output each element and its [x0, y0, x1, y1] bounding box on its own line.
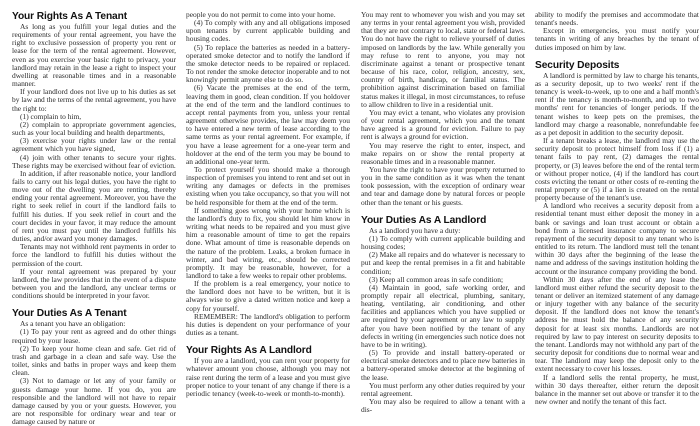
paragraph: As long as you fulfill your legal duties and the requirements of your rental agreement, you have the right to exclusive possession of property you rent or lease for the term of the rental agreement. However, even as you exercise your basic right to privacy, your landlord may retain in the lease a right to inspect your dwelling at reasonable times and in a reasonable manner. — [12, 22, 176, 89]
paragraph: You may evict a tenant, who violates any provision of your rental agreement, which you and the tenant have agreed is a ground for eviction. Failure to pay rent is always a ground for eviction. — [361, 107, 525, 142]
paragraph: (2) To keep your home clean and safe. Get rid of trash and garbage in a clean and safe way. Use the toilet, sinks and baths in proper ways and keep them clean. — [12, 343, 176, 378]
paragraph: (3) Not to damage or let any of your family or guests damage your home. If you do, you are responsible and the landlord will not have to repair damage caused by you or your guests. However, you are not responsible for ordinary wear and tear or damage caused by nature or — [12, 376, 176, 426]
paragraph: Within 30 days after the end of any lease the landlord must either refund the security deposit to the tenant or deliver an itemized statement of any damage or injury together with any balance of the security deposit. If the landlord does not know the tenant's address he must hold the balance of any security deposit for at least six months. Landlords are not required by law to pay interest on security deposits to the tenant. Landlords may not withhold any part of the security deposit for conditions due to normal wear and tear. The landlord may keep the deposit only to the extent necessary to cover his losses. — [535, 274, 699, 374]
paragraph: (5) To replace the batteries as needed in a battery-operated smoke detector and to notify the landlord if the smoke detector needs to be repaired or replaced. To not render the smoke detector inoperable and to not knowingly permit anyone else to do so. — [186, 42, 350, 85]
paragraph: (4) join with other tenants to secure your rights. These rights may be exercised without fear of eviction. — [12, 152, 176, 170]
section-heading: Your Duties As A Tenant — [12, 308, 127, 320]
paragraph: You may also be required to allow a tenant with a dis- — [361, 397, 525, 415]
paragraph: A landlord is permitted by law to charge his tenants, as a security deposit, up to two weeks' rent if the tenancy is week-to-week, up to one and a half month's rent if the tenancy is month-to-month, and up to two months' rent for tenancies of longer periods. If the tenant wishes to keep pets on the premises, the landlord may charge a reasonable, nonrefundable fee as a pet deposit in addition to the security deposit. — [535, 70, 699, 137]
paragraph: If your rental agreement was prepared by your landlord, the law provides that in the event of a dispute between you and the landlord, any unclear terms or conditions should be interpreted in your favor. — [12, 266, 176, 301]
paragraph: You may reserve the right to enter, inspect, and make repairs on or show the rental property at reasonable times and in a reasonable manner. — [361, 140, 525, 166]
paragraph: (2) Make all repairs and do whatever is necessary to put and keep the rental premises in a fit and habitable condition; — [361, 250, 525, 276]
paragraph: ability to modify the premises and accommodate that tenant's needs. — [535, 10, 699, 28]
paragraph: Except in emergencies, you must notify your tenants in writing of any breaches by the tenant of duties imposed on him by law. — [535, 26, 699, 52]
paragraph: (1) complain to him, — [20, 111, 82, 121]
column-4 — [535, 11, 699, 406]
paragraph: (3) Keep all common areas in safe condition; — [369, 274, 504, 284]
paragraph: If a landlord sells the rental property, he must, within 30 days thereafter, either return the deposit balance in the manner set out above or transfer it to the new owner and notify the tenant of this fact. — [535, 372, 699, 407]
paragraph: As a landlord you have a duty: — [369, 225, 461, 235]
paragraph: (6) Vacate the premises at the end of the term, leaving them in good, clean condition. If you holdover at the end of the term and the landlord continues to accept rental payments from you, unless your rental agreement otherwise provides, the law may deem you to have entered a new term of lease according to the same terms as your rental agreement. For example, if you have a lease agreement for a one-year term and holdover at the end of the term you may be bound to an additional one-year term. — [186, 83, 350, 166]
paragraph: As a tenant you have an obligation: — [20, 319, 126, 329]
paragraph: You have the right to have your property returned to you in the same condition as it was when the tenant took possession, with the exception of ordinary wear and tear and damage done by natural forces or people other than the tenant or his guests. — [361, 164, 525, 207]
paragraph: (5) To provide and install battery-operated or electrical smoke detectors and to place new batteries in a battery-operated smoke detector at the beginning of the lease. — [361, 348, 525, 382]
paragraph: REMEMBER: The landlord's obligation to perform his duties is dependent on your performance of your duties as a tenant. — [186, 311, 350, 338]
paragraph: To protect yourself you should make a thorough inspection of premises you intend to rent and set out in writing any damages or defects in the premises existing when you take occupancy, so that you will not be held responsible for them at the end of the term. — [186, 164, 350, 207]
paragraph: If you are a landlord, you can rent your property for whatever amount you choose, although you may not raise rent during the term of a lease and you must give proper notice to your tenant of any change if there is a periodic tenancy (week-to-week or month-to-month). — [186, 356, 350, 398]
column-1 — [12, 11, 176, 426]
paragraph: (4) Maintain in good, safe working order, and promptly repair all electrical, plumbing, sanitary, heating, ventilating, air conditioning, and other facilities and appliances which you have supplied or are required by your agreement or any law to supply after you have been notified by the tenant of any defects in writing (in emergencies such notice does not have to be in writing). — [361, 282, 525, 349]
section-heading: Your Rights As A Tenant — [12, 11, 128, 22]
paragraph: (3) exercise your rights under law or the rental agreement which you have signed, — [12, 136, 176, 154]
paragraph: people you do not permit to come into your home. — [186, 10, 336, 19]
paragraph: In addition, if after reasonable notice, your landlord fails to carry out his legal duties, you have the right to move out of the dwelling you are renting, thereby ending your rental agreement. Moreover, you have the right to seek relief in court if the landlord fails to fulfill his duties. If you seek relief in court and the court decides in your favor, it may reduce the amount of rent you must pay until the landlord fulfills his duties, and/or award you money damages. — [12, 168, 176, 244]
section-heading: Your Rights As A Landlord — [186, 345, 312, 357]
paragraph: (2) complain to appropriate government agencies, such as your local building and health departments, — [12, 119, 176, 138]
section-heading: Security Deposits — [535, 59, 620, 71]
paragraph: (4) To comply with any and all obligations imposed upon tenants by current applicable building and housing codes. — [186, 18, 350, 44]
section-heading: Your Duties As A Landlord — [361, 214, 487, 226]
paragraph: If the problem is a real emergency, your notice to the landlord does not have to be written, but it is always wise to give a dated written notice and keep a copy for yourself. — [186, 279, 350, 313]
paragraph: If your landlord does not live up to his duties as set by law and the terms of the rental agreement, you have the right to: — [12, 87, 176, 113]
paragraph: A landlord who receives a security deposit from a residential tenant must either deposit the money in a bank or savings and loan trust account or obtain a bond from a licensed insurance company to secure repayment of the security deposit to any tenant who is entitled to its return. The landlord must tell the tenant within 30 days after the beginning of the lease the name and address of the savings institution holding the account or the insurance company providing the bond. — [535, 201, 699, 276]
paragraph: Tenants may not withhold rent payments in order to force the landlord to fulfill his duties without the permission of the court. — [12, 242, 176, 268]
paragraph: (1) To pay your rent as agreed and do other things required by your lease. — [12, 327, 176, 345]
paragraph: (1) To comply with current applicable building and housing codes; — [361, 233, 525, 252]
paragraph: If something goes wrong with your home which is the landlord's duty to fix, you should let him know in writing what needs to be repaired and you must give him a reasonable amount of time to get the repairs done. What amount of time is reasonable depends on the nature of the problem. Leaks, a broken furnace in winter, and bad wiring, etc., should be corrected promptly. It may be reasonable, however, for a landlord to take a few weeks to repair other problems. — [186, 205, 350, 280]
column-2 — [186, 11, 350, 398]
column-3 — [361, 11, 525, 414]
paragraph: You must perform any other duties required by your rental agreement. — [361, 380, 525, 398]
paragraph: If a tenant breaks a lease, the landlord may use the security deposit to protect himself from loss if (1) a tenant fails to pay rent, (2) damages the rental property, or (3) leaves before the end of the rental term or without proper notice, (4) if the landlord has court costs evicting the tenant or other costs of re-renting the rental property or (5) if a lien is created on the rental property because of the tenant's use. — [535, 136, 699, 203]
paragraph: You may rent to whomever you wish and you may set any terms in your rental agreement you wish, provided that they are not contrary to local, state or federal laws. You do not have the right to relieve yourself of duties imposed on landlords by the law. While generally you may refuse to rent to anyone, you may not discriminate against a tenant or prospective tenant because of his race, color, religion, ancestry, sex, country of birth, handicap, or familial status. The prohibition against discrimination based on familial status makes it illegal, in most circumstances, to refuse to allow children to live in a residential unit. — [361, 10, 525, 109]
